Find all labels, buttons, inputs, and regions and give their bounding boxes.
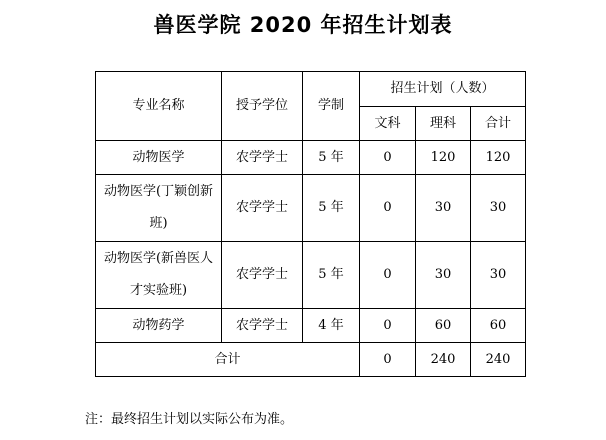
table-total-row bbox=[96, 343, 526, 377]
cell-liberal: 0 bbox=[360, 175, 416, 242]
header-science: 理科 bbox=[416, 107, 471, 141]
cell-duration: 5 年 bbox=[303, 141, 360, 175]
total-liberal: 0 bbox=[360, 343, 416, 377]
cell-major: 动物药学 bbox=[96, 309, 222, 343]
header-plan-group: 招生计划（人数） bbox=[360, 72, 526, 107]
cell-total: 30 bbox=[471, 242, 526, 309]
cell-science: 30 bbox=[416, 175, 471, 242]
cell-science: 120 bbox=[416, 141, 471, 175]
cell-major: 动物医学(新兽医人才实验班) bbox=[96, 242, 222, 309]
cell-science: 60 bbox=[416, 309, 471, 343]
total-total: 240 bbox=[471, 343, 526, 377]
footnote: 注：最终招生计划以实际公布为准。 bbox=[85, 412, 294, 427]
cell-duration: 5 年 bbox=[303, 175, 360, 242]
header-total: 合计 bbox=[471, 107, 526, 141]
total-science: 240 bbox=[416, 343, 471, 377]
table-header-row bbox=[96, 72, 526, 107]
total-label: 合计 bbox=[96, 343, 360, 377]
enrollment-plan-table bbox=[95, 71, 526, 377]
header-degree: 授予学位 bbox=[222, 72, 303, 141]
table-row bbox=[96, 242, 526, 309]
table-row bbox=[96, 309, 526, 343]
cell-total: 60 bbox=[471, 309, 526, 343]
cell-duration: 4 年 bbox=[303, 309, 360, 343]
cell-total: 30 bbox=[471, 175, 526, 242]
cell-liberal: 0 bbox=[360, 141, 416, 175]
table-row bbox=[96, 141, 526, 175]
header-major: 专业名称 bbox=[96, 72, 222, 141]
cell-degree: 农学学士 bbox=[222, 141, 303, 175]
cell-duration: 5 年 bbox=[303, 242, 360, 309]
table-row bbox=[96, 175, 526, 242]
cell-major: 动物医学 bbox=[96, 141, 222, 175]
cell-science: 30 bbox=[416, 242, 471, 309]
cell-major: 动物医学(丁颖创新班) bbox=[96, 175, 222, 242]
cell-degree: 农学学士 bbox=[222, 175, 303, 242]
header-liberal: 文科 bbox=[360, 107, 416, 141]
cell-degree: 农学学士 bbox=[222, 242, 303, 309]
page-title: 兽医学院 2020 年招生计划表 bbox=[153, 13, 453, 37]
cell-liberal: 0 bbox=[360, 309, 416, 343]
cell-total: 120 bbox=[471, 141, 526, 175]
cell-liberal: 0 bbox=[360, 242, 416, 309]
header-duration: 学制 bbox=[303, 72, 360, 141]
cell-degree: 农学学士 bbox=[222, 309, 303, 343]
